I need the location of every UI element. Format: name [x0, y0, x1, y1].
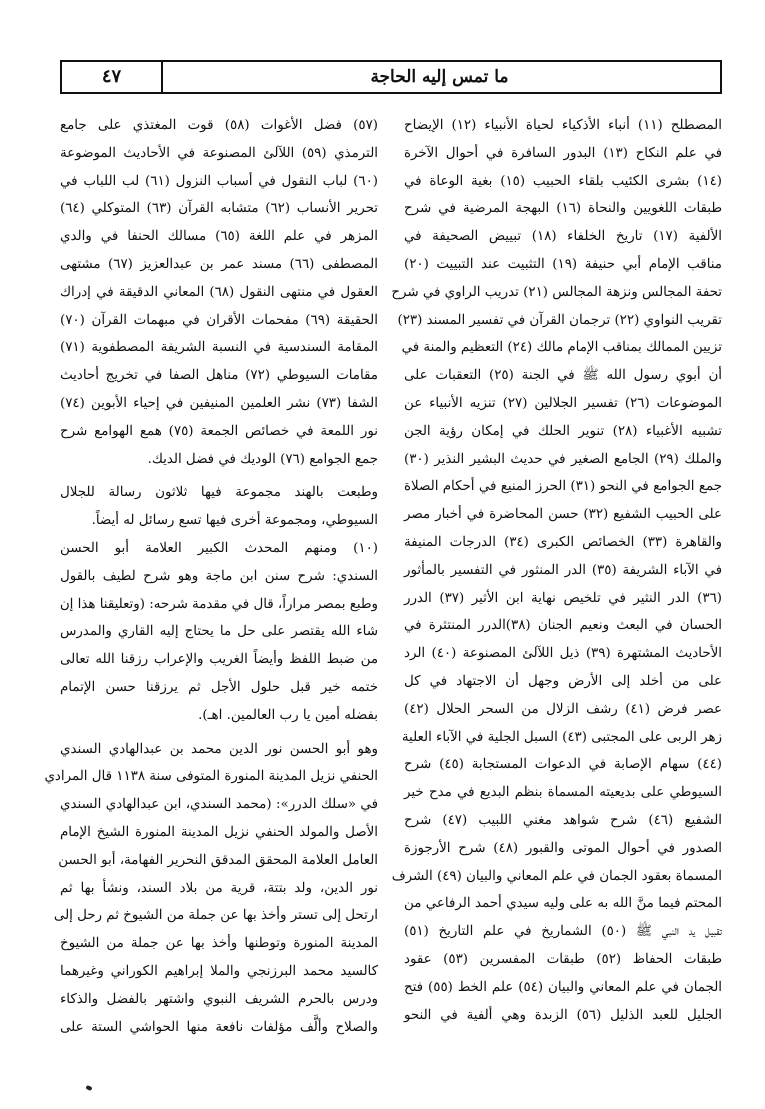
text-line: السيوطي، ومجموعة أخرى فيها تسع رسائل له أيضاً.: [91, 513, 378, 529]
text-line: على من أخلد إلى الأرض وجهل أن الاجتهاد في كل: [404, 673, 722, 689]
text-line: نور اللمعة في خصائص الجمعة (٧٥) همع الهوامع شرح: [60, 423, 378, 439]
text-line: وهو أبو الحسن نور الدين محمد بن عبدالهادي السندي: [60, 741, 378, 757]
text-line: شاء الله يقتصر على حل ما يحتاج إليه القاري والمدرس: [60, 624, 378, 640]
text-line: ختمه خير قبل حلول الأجل ثم يرزقنا حسن الإتمام: [60, 679, 378, 695]
text-line: السيوطي على بديعيته المسماة بنظم البديع في مدح خير: [404, 785, 722, 801]
text-line: الأصل والمولد الحنفي نزيل المدينة المنورة الشيخ الإمام: [60, 824, 378, 840]
text-line: وطبعت بالهند مجموعة فيها ثلاثون رسالة للجلال: [60, 485, 378, 501]
text-line: في علم النكاح (١٣) البدور السافرة في أحوال الآخرة: [404, 145, 722, 161]
page-number: ٤٧: [101, 66, 122, 87]
text-line: العامل العلامة المحقق المدقق النحرير الفهامة، أبو الحسن: [58, 852, 378, 868]
text-line: تزيين الممالك بمناقب الإمام مالك (٢٤) التعظيم والمنة في: [401, 340, 722, 356]
text-line: الأحاديث المشتهرة (٣٩) ذيل اللآلئ المصنوعة (٤٠) الرد: [404, 646, 722, 662]
text-line: ارتحل إلى تستر وأخذ بها عن جملة من الشيوخ ثم رحل إلى: [53, 908, 378, 924]
text-line: الحنفي نزيل المدينة المنورة المتوفى سنة ١١٣٨ قال المرادي: [44, 769, 378, 785]
text-line: المحتم فيما منَّ الله به على وليه سيدي أحمد الرفاعي من: [404, 896, 722, 912]
paragraph: [60, 535, 378, 730]
text-line: الشفيع (٤٦) شرح شواهد مغني اللبيب (٤٧) شرح: [404, 812, 723, 828]
text-line: الألفية (١٧) تاريخ الخلفاء (١٨) تبييض الصحيفة في: [404, 229, 722, 245]
running-title: ما تمس إليه الحاجة: [370, 67, 509, 87]
text-line: والملك (٢٩) الجامع الصغير في حديث البشير النذير (٣٠): [404, 451, 722, 467]
text-line: الشفا (٧٣) نشر العلمين المنيفين في إحياء الأبوين (٧٤): [60, 395, 378, 411]
text-line: تقبيل يد النبي ﷺ (٥٠) الشماريخ في علم التاريخ (٥١): [404, 924, 722, 940]
text-line: المدينة المنورة وتوطنها وأخذ بها عن جملة من الشيوخ: [60, 936, 378, 952]
right-text-column: [391, 112, 723, 1029]
text-line: طبقات اللغويين والنحاة (١٦) البهجة المرضية في شرح: [404, 201, 722, 217]
paragraph: [44, 736, 378, 1042]
header-divider: [161, 62, 163, 92]
left-text-column: [44, 112, 379, 1041]
text-line: العقول في منتهى النقول (٦٨) المعاني الدقيقة في إدراك: [60, 284, 378, 300]
text-line: أن أبوي رسول الله ﷺ في الجنة (٢٥) التعقبات على: [404, 368, 722, 384]
text-line: الترمذي (٥٩) اللآلئ المصنوعة في الأحاديث الموضوعة: [60, 145, 378, 161]
text-line: الجليل للعبد الذليل (٥٦) الزبدة وهي ألفية في النحو: [404, 1007, 722, 1023]
text-line: نور الدين، ولد بتتة، قرية من بلاد السند، ونشأ بها ثم: [60, 880, 378, 896]
text-line: (٦٠) لباب النقول في أسباب النزول (٦١) لب اللباب في: [60, 173, 378, 189]
text-line: المصطفى (٦٦) مسند عمر بن عبدالعزيز (٦٧) مشتهى: [60, 256, 378, 272]
text-line: عصر فرض (٤١) رشف الزلال من السحر الحلال (٤٢): [404, 701, 722, 717]
text-line: بفضله أمين يا رب العالمين. اهـ).: [198, 707, 378, 723]
text-line: المسماة بعقود الجمان في علم المعاني والبيان (٤٩) الشرف: [391, 868, 722, 884]
text-line: (٣٦) الدر النثير في تلخيص نهاية ابن الأثير (٣٧) الدرر: [404, 590, 722, 606]
text-line: والصلاح وألَّف مؤلفات نافعة منها الحواشي الستة على: [60, 1019, 378, 1035]
text-line: المصطلح (١١) أنباء الأذكياء لحياة الأنبياء (١٢) الإيضاح: [404, 118, 722, 133]
text-line: جمع الجوامع (٧٦) الوديك في فضل الديك.: [147, 451, 378, 467]
text-line: (٤٤) سهام الإصابة في الدعوات المستجابة (٤٥) شرح: [404, 757, 723, 773]
text-line: طبقات الحفاظ (٥٢) طبقات المفسرين (٥٣) عقود: [404, 951, 723, 967]
paragraph: [60, 112, 378, 473]
ink-speck: [85, 1085, 92, 1091]
text-line: جمع الجوامع في النحو (٣١) الحرز المنيع في أحكام الصلاة: [404, 479, 722, 495]
paragraph: [60, 479, 378, 535]
text-line: زهر الربى على المجتبى (٤٣) السبل الجلية في الآباء العلية: [401, 729, 722, 745]
text-line: تحفة المجالس ونزهة المجالس (٢١) تدريب الراوي في شرح: [391, 284, 722, 300]
text-line: في «سلك الدرر»: (محمد السندي، ابن عبدالهادي السندي: [60, 797, 378, 813]
text-line: وطبع بمصر مراراً، قال في مقدمة شرحه: (وتعليقنا هذا إن: [59, 596, 378, 612]
text-line: من ضبط اللفظ وأيضاً الغريب والإعراب رزقنا الله تعالى: [60, 652, 378, 668]
text-line: السندي: شرح سنن ابن ماجة وهو شرح لطيف بالقول: [60, 568, 378, 584]
text-line: تشبيه الأغبياء (٢٨) تنوير الحلك في إمكان رؤية الجن: [404, 423, 722, 439]
text-line: الجمان في علم المعاني والبيان (٥٤) علم الخط (٥٥) فتح: [404, 979, 722, 995]
text-line: (١٤) بشرى الكئيب بلقاء الحبيب (١٥) بغية الوعاة في: [404, 173, 722, 189]
text-line: المزهر في علم اللغة (٦٥) مسالك الحنفا في والدي: [60, 229, 378, 245]
text-line: المقامة السندسية في النسبة الشريفة المصطفوية (٧١): [60, 340, 378, 356]
text-line: مقامات السيوطي (٧٢) مناهل الصفا في تخريج أحاديث: [60, 368, 378, 384]
text-line: الصدور في أحوال الموتى والقبور (٤٨) شرح الأرجوزة: [404, 840, 723, 856]
text-line: والقاهرة (٣٣) الخصائص الكبرى (٣٤) الدرجات المنيفة: [404, 534, 722, 550]
text-line: الموضوعات (٢٦) تفسير الجلالين (٢٧) تنزيه الأنبياء عن: [404, 395, 723, 411]
text-line: مناقب الإمام أبي حنيفة (١٩) التثبيت عند التبييت (٢٠): [404, 256, 722, 272]
text-line: تقريب النواوي (٢٢) ترجمان القرآن في تفسير المسند (٢٣): [397, 312, 722, 328]
text-line: كالسيد محمد البرزنجي والملا إبراهيم الكوراني وغيرهما: [60, 963, 378, 979]
text-line: على الحبيب الشفيع (٣٢) حسن المحاضرة في أخبار مصر: [404, 507, 722, 523]
text-line: في الآباء الشريفة (٣٥) الدر المنثور في التفسير بالمأثور: [404, 562, 722, 578]
text-line: الحسان في البعث ونعيم الجنان (٣٨)الدرر المنتثرة في: [404, 618, 722, 634]
text-line: (١٠) ومنهم المحدث الكبير العلامة أبو الحسن: [60, 540, 378, 556]
text-line: الحقيقة (٦٩) مفحمات الأقران في مبهمات القرآن (٧٠): [60, 312, 378, 328]
text-line: ودرس بالحرم الشريف النبوي واشتهر بالفضل والذكاء: [60, 991, 378, 1007]
text-line: تحرير الأنساب (٦٢) متشابه القرآن (٦٣) المتوكلي (٦٤): [60, 201, 378, 217]
running-header: [60, 60, 722, 94]
text-line: (٥٧) فضل الأغوات (٥٨) قوت المغتذي على جامع: [60, 118, 379, 133]
